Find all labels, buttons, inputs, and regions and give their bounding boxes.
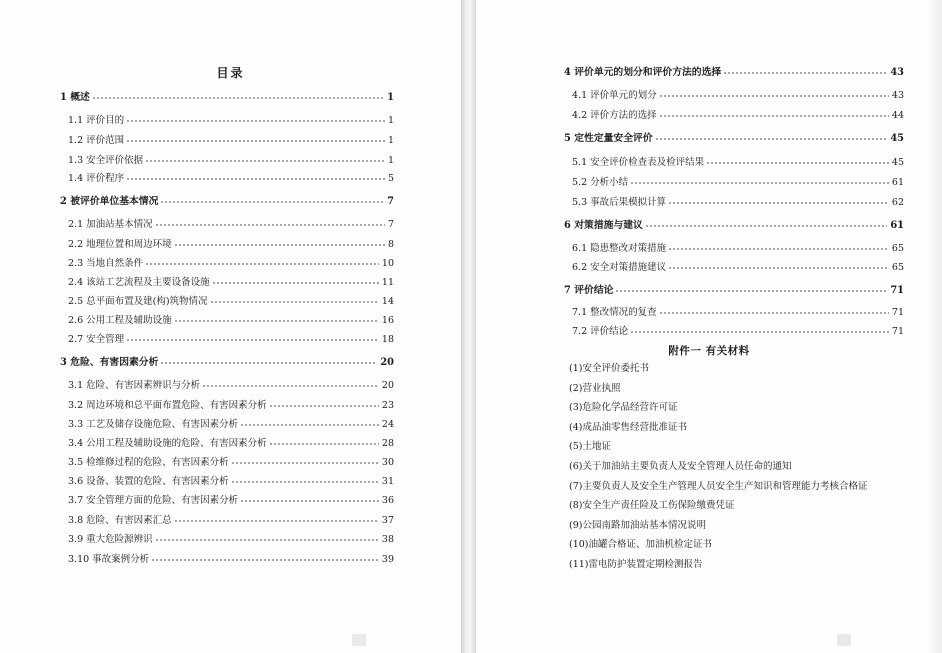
- annex-item: (2)营业执照: [569, 382, 621, 394]
- toc-section-entry: [572, 302, 904, 318]
- toc-dot-leader: [151, 549, 379, 562]
- toc-section-entry: [68, 110, 394, 126]
- toc-entry-title: 2.5 总平面布置及建(构)筑物情况: [68, 296, 208, 307]
- toc-entry-title: 7.2 评价结论: [572, 326, 629, 337]
- book-gutter: [461, 0, 476, 653]
- toc-section-entry: [68, 150, 394, 166]
- toc-entry-title: 3.8 危险、有害因素汇总: [68, 515, 172, 526]
- toc-page-number: 5: [387, 173, 394, 184]
- toc-page-number: 65: [891, 262, 904, 273]
- toc-entry-title: 3.3 工艺及储存设施危险、有害因素分析: [68, 419, 239, 430]
- toc-dot-leader: [155, 529, 379, 542]
- toc-page-number: 16: [381, 315, 394, 326]
- toc-page-number: 62: [891, 197, 904, 208]
- toc-entry-title: 6.1 隐患整改对策措施: [572, 243, 667, 254]
- toc-dot-leader: [174, 510, 379, 523]
- toc-section-entry: [68, 452, 394, 468]
- toc-entry-title: 5.1 安全评价检查表及检评结果: [572, 157, 705, 168]
- toc-dot-leader: [126, 329, 379, 342]
- toc-section-entry: [68, 329, 394, 345]
- toc-entry-title: 3.2 周边环境和总平面布置危险、有害因素分析: [68, 400, 267, 411]
- toc-page-number: 61: [891, 177, 904, 188]
- toc-dot-leader: [630, 172, 889, 185]
- toc-entry-title: 1.4 评价程序: [68, 173, 125, 184]
- toc-entry-title: 1.2 评价范围: [68, 135, 125, 146]
- toc-entry-title: 6.2 安全对策措施建议: [572, 262, 667, 273]
- toc-page-number: 61: [890, 220, 904, 231]
- toc-page-number: 20: [380, 357, 394, 368]
- toc-page-number: 71: [890, 285, 904, 296]
- toc-chapter-entry: [564, 215, 904, 231]
- toc-section-entry: [68, 433, 394, 449]
- toc-entry-title: 7 评价结论: [564, 285, 614, 296]
- toc-section-entry: [68, 375, 394, 391]
- toc-entry-title: 3.1 危险、有害因素辨识与分析: [68, 380, 201, 391]
- toc-page-number: 36: [381, 495, 394, 506]
- toc-dot-leader: [269, 433, 379, 446]
- toc-page-number: 24: [381, 419, 394, 430]
- toc-entry-title: 2.6 公用工程及辅助设施: [68, 315, 172, 326]
- toc-page-number: 1: [387, 92, 394, 103]
- toc-section-entry: [68, 130, 394, 146]
- toc-dot-leader: [668, 238, 889, 251]
- toc-dot-leader: [630, 321, 889, 334]
- toc-section-entry: [68, 395, 394, 411]
- toc-dot-leader: [615, 280, 887, 293]
- toc-dot-leader: [240, 414, 379, 427]
- annex-item: (6)关于加油站主要负责人及安全管理人员任命的通知: [569, 461, 792, 472]
- annex-title: 附件一 有关材料: [668, 345, 750, 357]
- toc-page-number: 39: [381, 554, 394, 565]
- toc-chapter-entry: [564, 128, 904, 144]
- toc-dot-leader: [126, 130, 385, 143]
- toc-section-entry: [68, 272, 394, 288]
- toc-dot-leader: [126, 168, 385, 181]
- toc-chapter-entry: [60, 191, 394, 207]
- toc-dot-leader: [174, 234, 385, 247]
- toc-chapter-entry: [564, 280, 904, 296]
- toc-entry-title: 3.7 安全管理方面的危险、有害因素分析: [68, 495, 239, 506]
- toc-section-entry: [68, 510, 394, 526]
- toc-section-entry: [68, 471, 394, 487]
- toc-entry-title: 2.2 地理位置和周边环境: [68, 239, 172, 250]
- toc-dot-leader: [126, 110, 385, 123]
- toc-section-entry: [68, 414, 394, 430]
- page-edge-shadow: [924, 0, 942, 653]
- toc-entry-title: 1 概述: [60, 92, 90, 103]
- toc-dot-leader: [655, 128, 888, 141]
- toc-dot-leader: [155, 214, 385, 227]
- toc-dot-leader: [160, 352, 377, 365]
- toc-dot-leader: [231, 452, 379, 465]
- toc-page-number: 65: [891, 243, 904, 254]
- toc-page-number: 45: [890, 133, 904, 144]
- toc-section-entry: [68, 490, 394, 506]
- toc-dot-leader: [645, 215, 888, 228]
- annex-item: (3)危险化学品经营许可证: [569, 402, 678, 414]
- toc-section-entry: [68, 214, 394, 230]
- toc-entry-title: 6 对策措施与建议: [564, 220, 643, 231]
- toc-page-number: 11: [381, 277, 394, 288]
- toc-dot-leader: [659, 85, 889, 98]
- toc-page-number: 10: [381, 258, 394, 269]
- toc-entry-title: 3.4 公用工程及辅助设施的危险、有害因素分析: [68, 438, 267, 449]
- toc-entry-title: 3.10 事故案例分析: [68, 554, 150, 565]
- toc-dot-leader: [210, 291, 379, 304]
- toc-dot-leader: [668, 192, 889, 205]
- toc-section-entry: [572, 321, 904, 337]
- toc-section-entry: [572, 152, 904, 168]
- toc-entry-title: 2.4 该站工艺流程及主要设备设施: [68, 277, 210, 288]
- toc-page-number: 43: [890, 67, 904, 78]
- toc-page-number: 14: [381, 296, 394, 307]
- toc-dot-leader: [145, 150, 385, 163]
- toc-section-entry: [68, 168, 394, 184]
- toc-entry-title: 7.1 整改情况的复查: [572, 307, 657, 318]
- toc-dot-leader: [160, 191, 384, 204]
- toc-page-number: 23: [381, 400, 394, 411]
- annex-item: (4)成品油零售经营批准证书: [569, 421, 687, 433]
- toc-page-number: 44: [891, 110, 904, 121]
- toc-chapter-entry: [564, 62, 904, 78]
- toc-section-entry: [68, 234, 394, 250]
- annex-item: (5)土地证: [569, 441, 611, 453]
- toc-entry-title: 4.1 评价单元的划分: [572, 90, 657, 101]
- toc-dot-leader: [706, 152, 889, 165]
- toc-dot-leader: [202, 375, 379, 388]
- toc-page-number: 20: [381, 380, 394, 391]
- toc-entry-title: 3.5 检维修过程的危险、有害因素分析: [68, 457, 229, 468]
- toc-entry-title: 3 危险、有害因素分析: [60, 357, 159, 368]
- toc-page-number: 45: [891, 157, 904, 168]
- toc-page-number: 31: [381, 476, 394, 487]
- annex-item: (11)雷电防护装置定期检测报告: [569, 559, 703, 570]
- toc-entry-title: 2.1 加油站基本情况: [68, 219, 153, 230]
- toc-page-number: 8: [387, 239, 394, 250]
- toc-section-entry: [68, 310, 394, 326]
- toc-entry-title: 3.9 重大危险源辨识: [68, 534, 153, 545]
- toc-dot-leader: [92, 87, 384, 100]
- toc-section-entry: [68, 529, 394, 545]
- toc-dot-leader: [231, 471, 379, 484]
- toc-entry-title: 1.1 评价目的: [68, 115, 125, 126]
- toc-dot-leader: [212, 272, 379, 285]
- toc-entry-title: 1.3 安全评价依据: [68, 155, 144, 166]
- toc-dot-leader: [174, 310, 379, 323]
- toc-page-number: 1: [387, 115, 394, 126]
- toc-entry-title: 4.2 评价方法的选择: [572, 110, 657, 121]
- toc-entry-title: 2.3 当地自然条件: [68, 258, 144, 269]
- page-corner-mark: [352, 634, 366, 646]
- annex-item: (8)安全生产责任险及工伤保险缴费凭证: [569, 500, 735, 512]
- toc-dot-leader: [723, 62, 887, 75]
- toc-title: 目录: [216, 66, 245, 80]
- page-corner-mark: [837, 634, 851, 646]
- toc-section-entry: [68, 291, 394, 307]
- toc-dot-leader: [659, 105, 889, 118]
- toc-dot-leader: [269, 395, 379, 408]
- toc-entry-title: 5.3 事故后果模拟计算: [572, 197, 667, 208]
- toc-page-number: 18: [381, 334, 394, 345]
- toc-page-number: 7: [387, 219, 394, 230]
- toc-page-number: 1: [387, 135, 394, 146]
- toc-entry-title: 3.6 设备、装置的危险、有害因素分析: [68, 476, 229, 487]
- toc-section-entry: [572, 257, 904, 273]
- toc-page-number: 28: [381, 438, 394, 449]
- toc-page-number: 7: [387, 196, 394, 207]
- toc-entry-title: 2.7 安全管理: [68, 334, 125, 345]
- toc-dot-leader: [145, 253, 379, 266]
- toc-page-number: 1: [387, 155, 394, 166]
- toc-entry-title: 5.2 分析小结: [572, 177, 629, 188]
- toc-dot-leader: [668, 257, 889, 270]
- toc-page-number: 30: [381, 457, 394, 468]
- toc-section-entry: [572, 85, 904, 101]
- toc-section-entry: [572, 105, 904, 121]
- toc-section-entry: [572, 192, 904, 208]
- annex-item: (1)安全评价委托书: [569, 363, 649, 374]
- annex-item: (9)公园南路加油站基本情况说明: [569, 519, 706, 531]
- toc-page-number: 38: [381, 534, 394, 545]
- toc-page-number: 37: [381, 515, 394, 526]
- toc-entry-title: 4 评价单元的划分和评价方法的选择: [564, 67, 722, 78]
- toc-chapter-entry: [60, 87, 394, 103]
- annex-item: (7)主要负责人及安全生产管理人员安全生产知识和管理能力考核合格证: [569, 480, 868, 492]
- toc-dot-leader: [240, 490, 379, 503]
- toc-chapter-entry: [60, 352, 394, 368]
- toc-section-entry: [572, 238, 904, 254]
- toc-section-entry: [68, 253, 394, 269]
- toc-dot-leader: [659, 302, 889, 315]
- toc-page-number: 43: [891, 90, 904, 101]
- toc-page-number: 71: [891, 326, 904, 337]
- toc-page-number: 71: [891, 307, 904, 318]
- toc-entry-title: 5 定性定量安全评价: [564, 133, 653, 144]
- toc-entry-title: 2 被评价单位基本情况: [60, 196, 159, 207]
- toc-section-entry: [572, 172, 904, 188]
- annex-item: (10)油罐合格证、加油机检定证书: [569, 539, 713, 551]
- toc-section-entry: [68, 549, 394, 565]
